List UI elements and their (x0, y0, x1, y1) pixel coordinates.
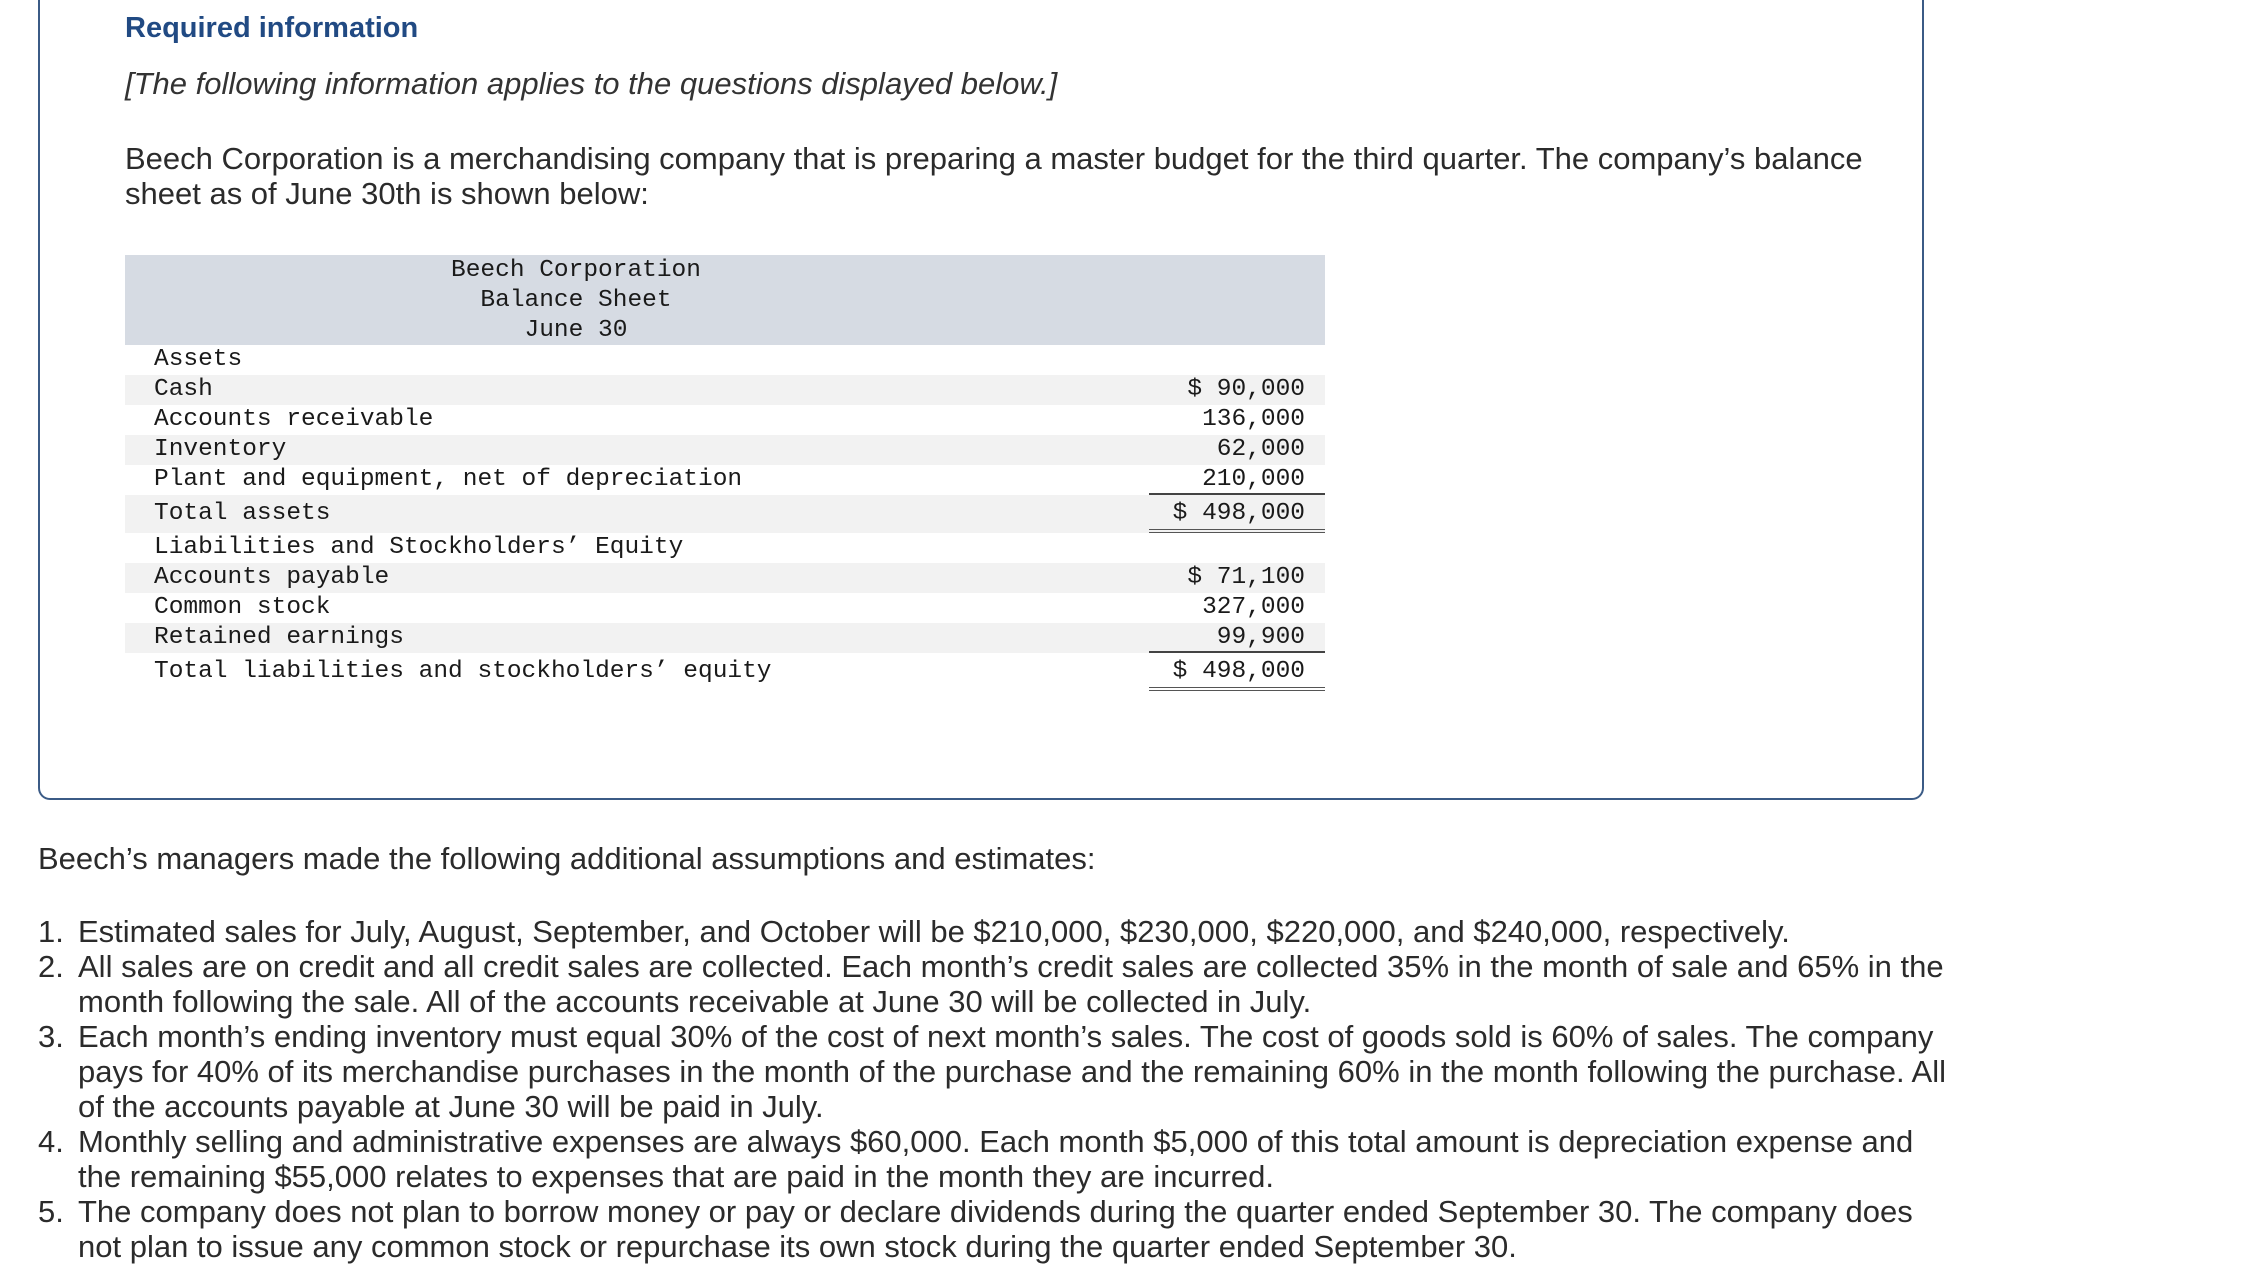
list-item (38, 949, 1958, 1019)
row-amount: 62,000 (1216, 436, 1305, 463)
row-amount: $ 90,000 (1187, 376, 1305, 403)
total-assets-row (125, 495, 1325, 533)
total-liabilities-amount: $ 498,000 (1149, 653, 1325, 691)
table-row (125, 435, 1325, 465)
assumptions-list (38, 914, 1958, 1264)
item-text: Estimated sales for July, August, September, and October will be $210,000, $230,000, $220,000, and $240,000, respectively. (78, 914, 1790, 949)
item-number: 2. (38, 949, 64, 984)
row-label: Cash (154, 376, 213, 403)
table-row (125, 563, 1325, 593)
list-item (38, 1194, 1958, 1264)
required-information-title: Required information (125, 12, 419, 44)
list-item (38, 1124, 1958, 1194)
row-label: Common stock (154, 594, 331, 621)
intro-paragraph: Beech Corporation is a merchandising company that is preparing a master budget for the third quarter. The company’s balance sheet as of June 30th is shown below: (125, 141, 1863, 211)
row-amount: 210,000 (1149, 465, 1325, 495)
assets-heading: Assets (154, 346, 243, 373)
liabilities-heading: Liabilities and Stockholders’ Equity (154, 534, 684, 561)
item-text: The company does not plan to borrow money or pay or declare dividends during the quarter ended September 30. The company does not plan to issue any common stock or repurchase its own stock during the quarter ended September 30. (78, 1194, 1913, 1264)
item-text: All sales are on credit and all credit sales are collected. Each month’s credit sales are collected 35% in the month of sale and 65% in the month following the sale. All of the accounts receivable at June 30 will be collected in July. (78, 949, 1944, 1019)
applies-note: [The following information applies to the questions displayed below.] (125, 66, 1058, 101)
total-assets-amount: $ 498,000 (1149, 495, 1325, 533)
item-number: 5. (38, 1194, 64, 1229)
total-assets-label: Total assets (154, 500, 331, 527)
company-name: Beech Corporation (451, 257, 701, 284)
table-row (125, 375, 1325, 405)
assumptions-lead: Beech’s managers made the following additional assumptions and estimates: (38, 841, 1096, 876)
liabilities-heading-row (125, 533, 1325, 563)
item-text: Each month’s ending inventory must equal 30% of the cost of next month’s sales. The cost of goods sold is 60% of sales. The company pays for 40% of its merchandise purchases in the month of the purchase and the remaining 60% in the month following the purchase. All of the accounts payable at June 30 will be paid in July. (78, 1019, 1946, 1124)
item-number: 1. (38, 914, 64, 949)
total-liabilities-row (125, 653, 1325, 691)
item-number: 3. (38, 1019, 64, 1054)
list-item (38, 1019, 1958, 1124)
total-liabilities-label: Total liabilities and stockholders’ equity (154, 658, 772, 685)
row-label: Accounts receivable (154, 406, 434, 433)
table-row (125, 405, 1325, 435)
table-row (125, 465, 1325, 495)
balance-sheet-table (125, 255, 1325, 691)
row-label: Accounts payable (154, 564, 390, 591)
row-amount: $ 71,100 (1187, 564, 1305, 591)
row-label: Retained earnings (154, 624, 404, 651)
balance-sheet-header (125, 255, 1325, 345)
row-label: Inventory (154, 436, 287, 463)
statement-date: June 30 (524, 317, 628, 344)
item-number: 4. (38, 1124, 64, 1159)
list-item (38, 914, 1958, 949)
table-row (125, 593, 1325, 623)
row-label: Plant and equipment, net of depreciation (154, 466, 743, 493)
item-text: Monthly selling and administrative expenses are always $60,000. Each month $5,000 of this total amount is depreciation expense and the remaining $55,000 relates to expenses that are paid in the month they are incurred. (78, 1124, 1914, 1194)
table-row (125, 623, 1325, 653)
row-amount: 99,900 (1149, 623, 1325, 653)
statement-name: Balance Sheet (480, 287, 672, 314)
row-amount: 327,000 (1202, 594, 1305, 621)
row-amount: 136,000 (1202, 406, 1305, 433)
assets-heading-row (125, 345, 1325, 375)
